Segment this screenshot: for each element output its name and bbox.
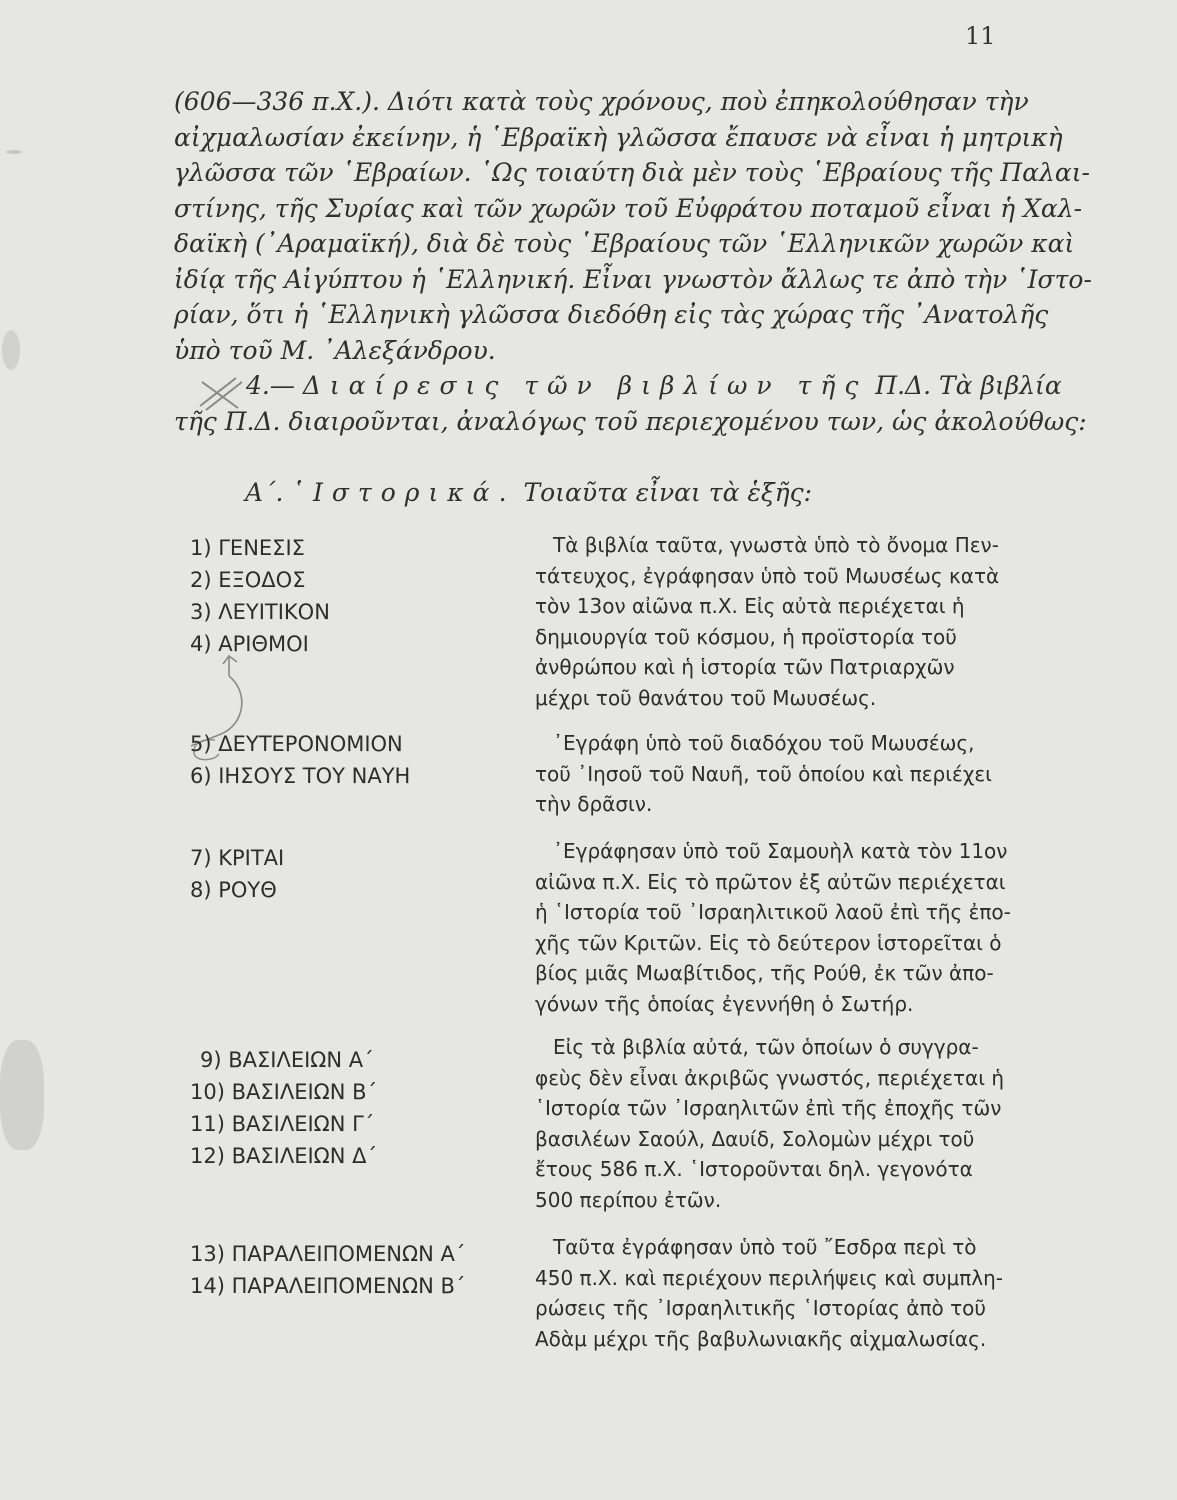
description-line: μέχρι τοῦ θανάτου τοῦ Μωυσέως. bbox=[535, 685, 877, 710]
page-number: 11 bbox=[965, 22, 996, 50]
book-description bbox=[535, 1232, 1055, 1354]
book-item: 3) ΛΕΥΙΤΙΚΟΝ bbox=[190, 600, 330, 624]
intro-paragraph bbox=[174, 84, 1092, 439]
subheading-title: ῾Ιστορικά. bbox=[291, 478, 516, 507]
intro-line: ὑπὸ τοῦ Μ. ᾿Αλεξάνδρου. bbox=[174, 335, 496, 365]
description-line: 500 περίπου ἐτῶν. bbox=[535, 1187, 722, 1212]
scan-speck bbox=[2, 330, 20, 370]
book-list bbox=[190, 1238, 520, 1302]
book-list bbox=[190, 532, 520, 660]
book-item: 5) ΔΕΥΤΕΡΟΝΟΜΙΟΝ bbox=[190, 732, 403, 756]
section-heading bbox=[174, 368, 1062, 404]
description-line: ἡ ῾Ιστορία τοῦ ᾿Ισραηλιτικοῦ λαοῦ ἐπὶ τῆς ἐπο- bbox=[535, 900, 1011, 924]
intro-line: (606—336 π.Χ.). Διότι κατὰ τοὺς χρόνους, ποὺ ἐπηκολούθησαν τὴν bbox=[174, 87, 1029, 116]
description-line: 450 π.Χ. καὶ περιέχουν περιλήψεις καὶ συμπλη- bbox=[535, 1265, 1003, 1290]
scan-speck bbox=[6, 150, 22, 154]
book-list bbox=[190, 728, 520, 792]
description-line: τὴν δρᾶσιν. bbox=[535, 792, 653, 816]
book-item: 4) ΑΡΙΘΜΟΙ bbox=[190, 632, 309, 656]
book-item: 6) ΙΗΣΟΥΣ ΤΟΥ ΝΑΥΗ bbox=[190, 764, 411, 788]
intro-line: στίνης, τῆς Συρίας καὶ τῶν χωρῶν τοῦ Εὐφράτου ποταμοῦ εἶναι ἡ Χαλ- bbox=[174, 193, 1083, 223]
book-item: 9) ΒΑΣΙΛΕΙΩΝ Α΄ bbox=[200, 1048, 374, 1072]
book-description bbox=[535, 836, 1055, 1019]
description-line: τὸν 13ον αἰῶνα π.Χ. Εἰς αὐτὰ περιέχεται ἡ bbox=[535, 594, 965, 618]
book-description bbox=[535, 728, 1055, 820]
description-line: Τὰ βιβλία ταῦτα, γνωστὰ ὑπὸ τὸ ὄνομα Πεν- bbox=[553, 533, 999, 557]
book-item: 10) ΒΑΣΙΛΕΙΩΝ Β΄ bbox=[190, 1080, 377, 1104]
subheading-prefix: Α΄. bbox=[245, 478, 284, 507]
description-line: ἀνθρώπου καὶ ἡ ἱστορία τῶν Πατριαρχῶν bbox=[535, 655, 955, 679]
intro-line: δαϊκὴ (᾿Αραμαϊκή), διὰ δὲ τοὺς ῾Εβραίους τῶν ῾Ελληνικῶν χωρῶν καὶ bbox=[174, 229, 1075, 258]
book-item: 11) ΒΑΣΙΛΕΙΩΝ Γ΄ bbox=[190, 1112, 375, 1136]
scan-speck bbox=[0, 1040, 44, 1150]
description-line: βασιλέων Σαούλ, Δαυίδ, Σολομὼν μέχρι τοῦ bbox=[535, 1126, 975, 1151]
description-line: Εἰς τὰ βιβλία αὐτά, τῶν ὁποίων ὁ συγγρα- bbox=[553, 1035, 979, 1059]
section-title-rest: Π.Δ. Τὰ βιβλία bbox=[867, 371, 1062, 400]
description-line: φεὺς δὲν εἶναι ἀκριβῶς γνωστός, περιέχεται ἡ bbox=[535, 1065, 1005, 1090]
description-line: ᾿Εγράφη ὑπὸ τοῦ διαδόχου τοῦ Μωυσέως, bbox=[553, 731, 975, 755]
description-line: ρώσεις τῆς ᾿Ισραηλιτικῆς ῾Ιστορίας ἀπὸ τοῦ bbox=[535, 1296, 986, 1320]
book-item: 12) ΒΑΣΙΛΕΙΩΝ Δ΄ bbox=[190, 1144, 377, 1168]
intro-line: ἰδίᾳ τῆς Αἰγύπτου ἡ ῾Ελληνική. Εἶναι γνωστὸν ἄλλως τε ἀπὸ τὴν ῾Ιστο- bbox=[174, 264, 1092, 294]
book-description bbox=[535, 1032, 1055, 1215]
book-item: 7) ΚΡΙΤΑΙ bbox=[190, 846, 285, 870]
intro-line: ρίαν, ὅτι ἡ ῾Ελληνικὴ γλῶσσα διεδόθη εἰς τὰς χώρας τῆς ᾿Ανατολῆς bbox=[174, 300, 1049, 329]
description-line: χῆς τῶν Κριτῶν. Εἰς τὸ δεύτερον ἱστορεῖται ὁ bbox=[535, 930, 1002, 955]
book-item: 8) ΡΟΥΘ bbox=[190, 878, 277, 902]
section-line: τῆς Π.Δ. διαιροῦνται, ἀναλόγως τοῦ περιεχομένου των, ὡς ἀκολούθως: bbox=[174, 406, 1087, 436]
description-line: γόνων τῆς ὁποίας ἐγεννήθη ὁ Σωτήρ. bbox=[535, 991, 914, 1016]
intro-line: αἰχμαλωσίαν ἐκείνην, ἡ ῾Εβραϊκὴ γλῶσσα ἔπαυσε νὰ εἶναι ἡ μητρικὴ bbox=[174, 122, 1063, 152]
section-number: 4.— bbox=[246, 371, 295, 400]
book-list bbox=[190, 1044, 520, 1172]
book-list bbox=[190, 842, 520, 906]
book-item: 2) ΕΞΟΔΟΣ bbox=[190, 568, 306, 592]
description-line: ᾿Εγράφησαν ὑπὸ τοῦ Σαμουὴλ κατὰ τὸν 11ον bbox=[553, 839, 1008, 863]
description-line: ῾Ιστορία τῶν ᾿Ισραηλιτῶν ἐπὶ τῆς ἐποχῆς τῶν bbox=[535, 1096, 1002, 1120]
description-line: βίος μιᾶς Μωαβίτιδος, τῆς Ρούθ, ἐκ τῶν ἀπο- bbox=[535, 961, 994, 985]
description-line: τάτευχος, ἐγράφησαν ὑπὸ τοῦ Μωυσέως κατὰ bbox=[535, 563, 1000, 588]
description-line: Ταῦτα ἐγράφησαν ὑπὸ τοῦ ῎Εσδρα περὶ τὸ bbox=[553, 1235, 977, 1259]
description-line: τοῦ ᾿Ιησοῦ τοῦ Ναυῆ, τοῦ ὁποίου καὶ περιέχει bbox=[535, 761, 992, 786]
subheading-historical bbox=[245, 478, 812, 507]
book-item: 1) ΓΕΝΕΣΙΣ bbox=[190, 536, 305, 560]
description-line: Αδὰμ μέχρι τῆς βαβυλωνιακῆς αἰχμαλωσίας. bbox=[535, 1326, 987, 1351]
book-item: 13) ΠΑΡΑΛΕΙΠΟΜΕΝΩΝ Α΄ bbox=[190, 1242, 466, 1266]
section-title: Διαίρεσις τῶν βιβλίων τῆς bbox=[302, 371, 868, 400]
description-line: ἔτους 586 π.Χ. ῾Ιστοροῦνται δηλ. γεγονότα bbox=[535, 1157, 973, 1181]
subheading-rest: Τοιαῦτα εἶναι τὰ ἑξῆς: bbox=[515, 478, 813, 507]
book-description bbox=[535, 530, 1055, 713]
intro-line: γλῶσσα τῶν ῾Εβραίων. ῾Ως τοιαύτη διὰ μὲν τοὺς ῾Εβραίους τῆς Παλαι- bbox=[174, 158, 1090, 187]
description-line: αἰῶνα π.Χ. Εἰς τὸ πρῶτον ἐξ αὐτῶν περιέχεται bbox=[535, 869, 1006, 894]
description-line: δημιουργία τοῦ κόσμου, ἡ προϊστορία τοῦ bbox=[535, 624, 957, 649]
book-item: 14) ΠΑΡΑΛΕΙΠΟΜΕΝΩΝ Β΄ bbox=[190, 1274, 466, 1298]
